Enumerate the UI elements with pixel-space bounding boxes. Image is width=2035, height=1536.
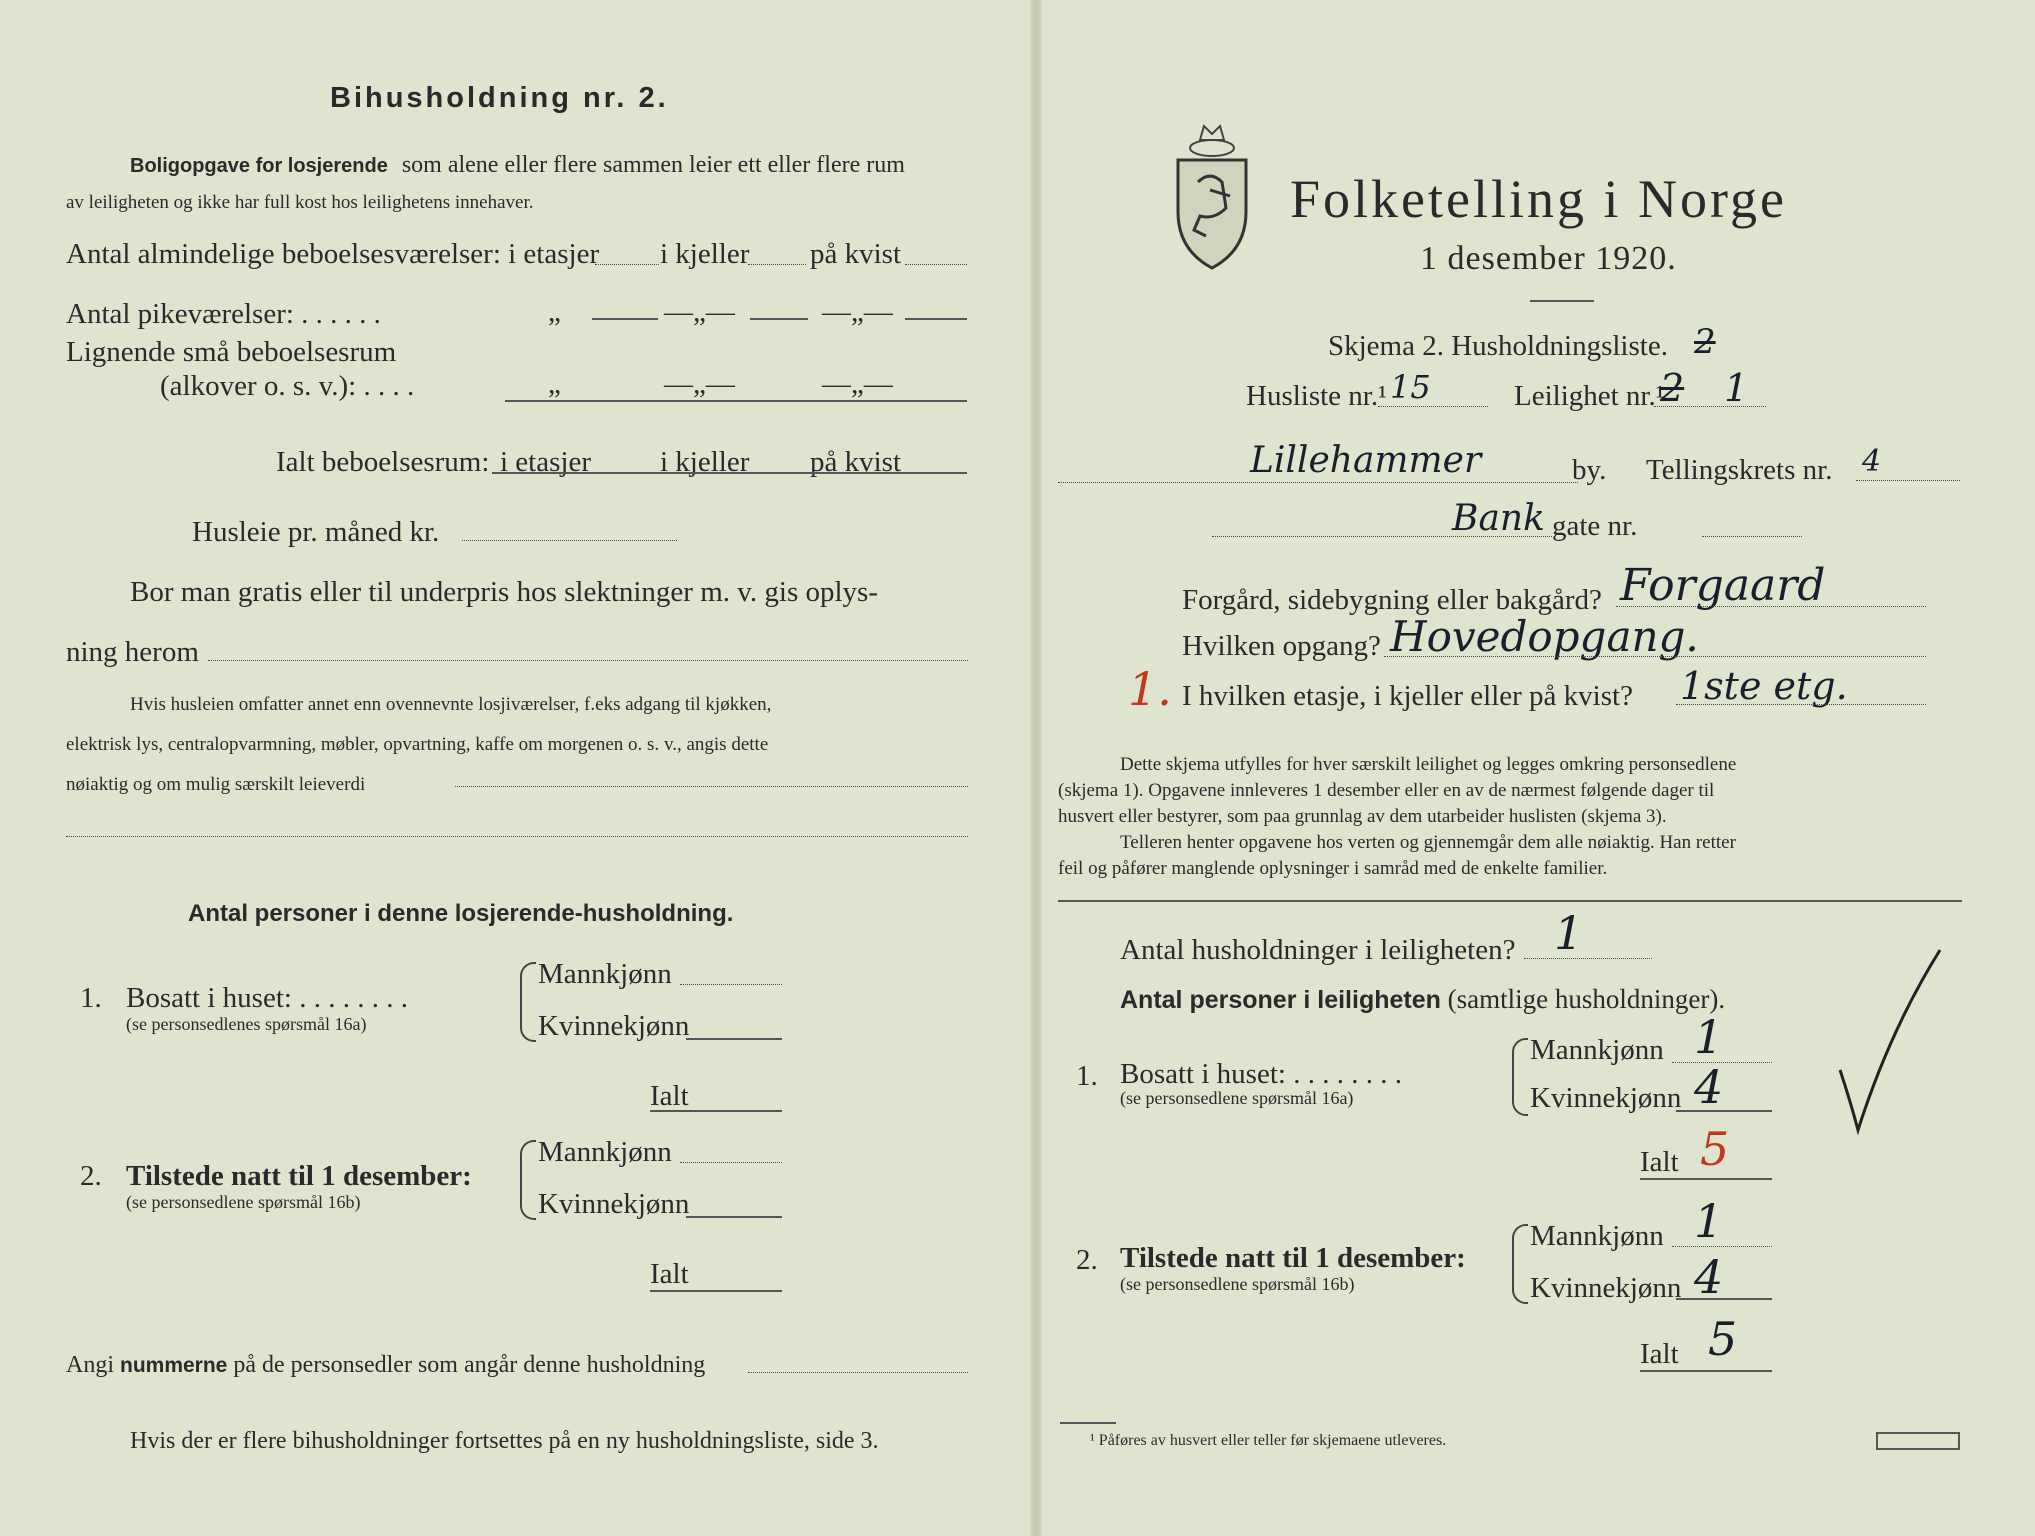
left-q2-number: 2. (80, 1160, 102, 1192)
intro-line-2: av leiligheten og ikke har full kost hos leilighetens innehaver. (66, 192, 534, 213)
numbers-note: Angi nummerne på de personsedler som angår denne husholdning (66, 1352, 706, 1378)
households-value: 1 (1554, 906, 1584, 960)
similar-rooms-field[interactable] (505, 400, 967, 402)
printer-stamp (1876, 1432, 1960, 1450)
right-persons-heading: Antal personer i leiligheten (samtlige husholdninger). (1120, 984, 1726, 1014)
right-q1-male-value: 1 (1694, 1010, 1724, 1064)
right-q1-label: Bosatt i huset: . . . . . . . . (1120, 1058, 1402, 1090)
right-q1-number: 1. (1076, 1060, 1098, 1092)
house-list-field[interactable] (1378, 406, 1488, 407)
apartment-value: 1 (1724, 366, 1749, 410)
intro-line-1: Boligopgave for losjerende som alene eller flere sammen leier ett eller flere rum (130, 152, 905, 178)
coat-of-arms-icon (1170, 120, 1254, 270)
left-q1-number: 1. (80, 982, 102, 1014)
left-title: Bihusholdning nr. 2. (330, 82, 669, 114)
title-divider (1530, 300, 1594, 302)
maid-ditto-3: —„— (822, 296, 893, 328)
right-q1-female-field[interactable] (1676, 1110, 1772, 1112)
maid-cellar-field[interactable] (750, 318, 808, 320)
more-households-note: Hvis der er flere bihusholdninger fortsettes på en ny husholdningsliste, side 3. (130, 1428, 879, 1454)
right-q2-female-field[interactable] (1676, 1298, 1772, 1300)
maid-attic-field[interactable] (905, 318, 967, 320)
includes-field-2[interactable] (66, 836, 968, 837)
right-q1-total-value: 5 (1700, 1122, 1730, 1176)
left-q2-total-label: Ialt (650, 1258, 689, 1290)
yard-value: Forgaard (1620, 560, 1826, 611)
rooms-label: Antal almindelige beboelsesværelser: i etasjer (66, 238, 600, 270)
left-q1-male-field[interactable] (680, 984, 782, 985)
street-suffix: gate nr. (1552, 510, 1638, 542)
maid-ditto-1: „ (548, 296, 561, 328)
right-q2-brace (1512, 1224, 1528, 1304)
instructions-1: Dette skjema utfylles for hver særskilt leilighet og legges omkring personsedlene (1120, 754, 1737, 775)
maid-rooms-label: Antal pikeværelser: . . . . . . (66, 298, 381, 330)
rooms-cellar-label: i kjeller (660, 238, 750, 270)
apartment-value-struck: 2 (1660, 366, 1685, 410)
right-q2-total-field[interactable] (1640, 1370, 1772, 1372)
total-rooms-label: Ialt beboelsesrum: (276, 446, 490, 478)
apartment-label: Leilighet nr.¹ (1514, 380, 1665, 412)
right-q1-female-label: Kvinnekjønn (1530, 1082, 1682, 1114)
right-q1-female-value: 4 (1694, 1060, 1724, 1114)
households-label: Antal husholdninger i leiligheten? (1120, 934, 1516, 966)
entrance-value: Hovedopgang. (1390, 612, 1699, 661)
left-q2-brace (520, 1140, 536, 1220)
right-q2-total-label: Ialt (1640, 1338, 1679, 1370)
numbers-field[interactable] (748, 1372, 968, 1373)
total-rooms-rule[interactable] (492, 472, 967, 474)
yard-field[interactable] (1616, 606, 1926, 607)
left-persons-heading: Antal personer i denne losjerende-husholdning. (188, 900, 734, 927)
floor-mark: 1. (1128, 662, 1172, 716)
left-q1-female-label: Kvinnekjønn (538, 1010, 690, 1042)
similar-ditto-3: —„— (822, 368, 893, 400)
right-q2-number: 2. (1076, 1244, 1098, 1276)
street-value: Bank (1452, 498, 1545, 539)
right-q2-sub: (se personsedlene spørsmål 16b) (1120, 1274, 1355, 1294)
checkmark-icon (1830, 940, 1950, 1140)
left-q2-label: Tilstede natt til 1 desember: (126, 1160, 472, 1192)
left-q1-total-label: Ialt (650, 1080, 689, 1112)
total-floors-label: i etasjer (500, 446, 591, 478)
left-q1-male-label: Mannkjønn (538, 958, 672, 990)
total-attic-label: på kvist (810, 446, 902, 478)
rooms-attic-label: på kvist (810, 238, 902, 270)
schema-value: 2 (1694, 322, 1716, 362)
includes-text-1: Hvis husleien omfatter annet enn ovennevnte losjiværelser, f.eks adgang til kjøkken, (130, 694, 772, 715)
right-q2-male-label: Mannkjønn (1530, 1220, 1664, 1252)
rooms-attic-field[interactable] (905, 264, 967, 265)
left-q2-male-field[interactable] (680, 1162, 782, 1163)
entrance-label: Hvilken opgang? (1182, 630, 1381, 662)
house-list-label: Husliste nr.¹ (1246, 380, 1387, 412)
rent-label: Husleie pr. måned kr. (192, 516, 440, 548)
instructions-2: (skjema 1). Opgavene innleveres 1 desember eller en av de nærmest følgende dager til (1058, 780, 1715, 801)
right-q1-sub: (se personsedlene spørsmål 16a) (1120, 1088, 1354, 1108)
rooms-cellar-field[interactable] (748, 264, 806, 265)
left-q2-male-label: Mannkjønn (538, 1136, 672, 1168)
free-text-1: Bor man gratis eller til underpris hos slektninger m. v. gis oplys- (130, 576, 878, 608)
maid-floors-field[interactable] (592, 318, 658, 320)
left-q1-brace (520, 962, 536, 1042)
right-q2-female-value: 4 (1694, 1250, 1724, 1304)
instructions-divider (1058, 900, 1962, 902)
city-field[interactable] (1058, 482, 1578, 483)
district-value: 4 (1862, 444, 1882, 479)
free-field[interactable] (208, 660, 968, 661)
floor-value: 1ste etg. (1680, 664, 1848, 708)
floor-label: I hvilken etasje, i kjeller eller på kvist? (1182, 680, 1633, 712)
left-q1-label: Bosatt i huset: . . . . . . . . (126, 982, 408, 1014)
instructions-4: Telleren henter opgavene hos verten og gjennemgår dem alle nøiaktig. Han retter (1120, 832, 1736, 853)
right-title: Folketelling i Norge (1290, 169, 1787, 229)
footnote: ¹ Påføres av husvert eller teller før skjemaene utleveres. (1090, 1432, 1447, 1449)
city-suffix: by. (1572, 454, 1607, 486)
floor-field[interactable] (1676, 704, 1926, 705)
right-q2-total-value: 5 (1708, 1312, 1738, 1366)
left-q2-total-field[interactable] (650, 1290, 782, 1292)
right-q2-male-value: 1 (1694, 1194, 1724, 1248)
right-q1-male-label: Mannkjønn (1530, 1034, 1664, 1066)
free-text-2: ning herom (66, 636, 199, 668)
right-q2-female-label: Kvinnekjønn (1530, 1272, 1682, 1304)
similar-rooms-label-2: (alkover o. s. v.): . . . . (160, 370, 415, 402)
street-field[interactable] (1212, 536, 1552, 537)
instructions-3: husvert eller bestyrer, som paa grunnlag av dem utarbeider huslisten (skjema 3). (1058, 806, 1667, 827)
district-label: Tellingskrets nr. (1646, 454, 1833, 486)
right-q1-total-field[interactable] (1640, 1178, 1772, 1180)
left-q2-female-field[interactable] (686, 1216, 782, 1218)
right-q2-label: Tilstede natt til 1 desember: (1120, 1242, 1466, 1274)
total-cellar-label: i kjeller (660, 446, 750, 478)
right-q2-male-field[interactable] (1672, 1246, 1772, 1247)
rent-field[interactable] (462, 540, 677, 541)
includes-text-3: nøiaktig og om mulig særskilt leieverdi (66, 774, 366, 795)
house-list-value: 15 (1390, 368, 1431, 406)
yard-label: Forgård, sidebygning eller bakgård? (1182, 584, 1602, 616)
left-q1-female-field[interactable] (686, 1038, 782, 1040)
footnote-rule (1060, 1422, 1116, 1424)
apartment-field[interactable] (1654, 406, 1766, 407)
schema-label: Skjema 2. Husholdningsliste. (1328, 330, 1668, 362)
district-field[interactable] (1856, 480, 1960, 481)
left-q1-sub: (se personsedlenes spørsmål 16a) (126, 1014, 367, 1034)
similar-rooms-label-1: Lignende små beboelsesrum (66, 336, 397, 368)
includes-field[interactable] (455, 786, 968, 787)
left-q1-total-field[interactable] (650, 1110, 782, 1112)
street-number-field[interactable] (1702, 536, 1802, 537)
entrance-field[interactable] (1384, 656, 1926, 657)
includes-text-2: elektrisk lys, centralopvarmning, møbler, opvartning, kaffe om morgenen o. s. v., angis dette (66, 734, 769, 755)
maid-ditto-2: —„— (664, 296, 735, 328)
page-fold (1030, 0, 1042, 1536)
left-q2-sub: (se personsedlene spørsmål 16b) (126, 1192, 361, 1212)
similar-ditto-1: „ (548, 368, 561, 400)
census-date: 1 desember 1920. (1420, 240, 1677, 277)
households-field[interactable] (1524, 958, 1652, 959)
left-q2-female-label: Kvinnekjønn (538, 1188, 690, 1220)
right-q1-brace (1512, 1038, 1528, 1116)
right-q1-total-label: Ialt (1640, 1146, 1679, 1178)
rooms-floors-field[interactable] (595, 264, 659, 265)
city-value: Lillehammer (1250, 440, 1482, 481)
similar-ditto-2: —„— (664, 368, 735, 400)
instructions-5: feil og påfører manglende oplysninger i samråd med de enkelte familier. (1058, 858, 1608, 879)
